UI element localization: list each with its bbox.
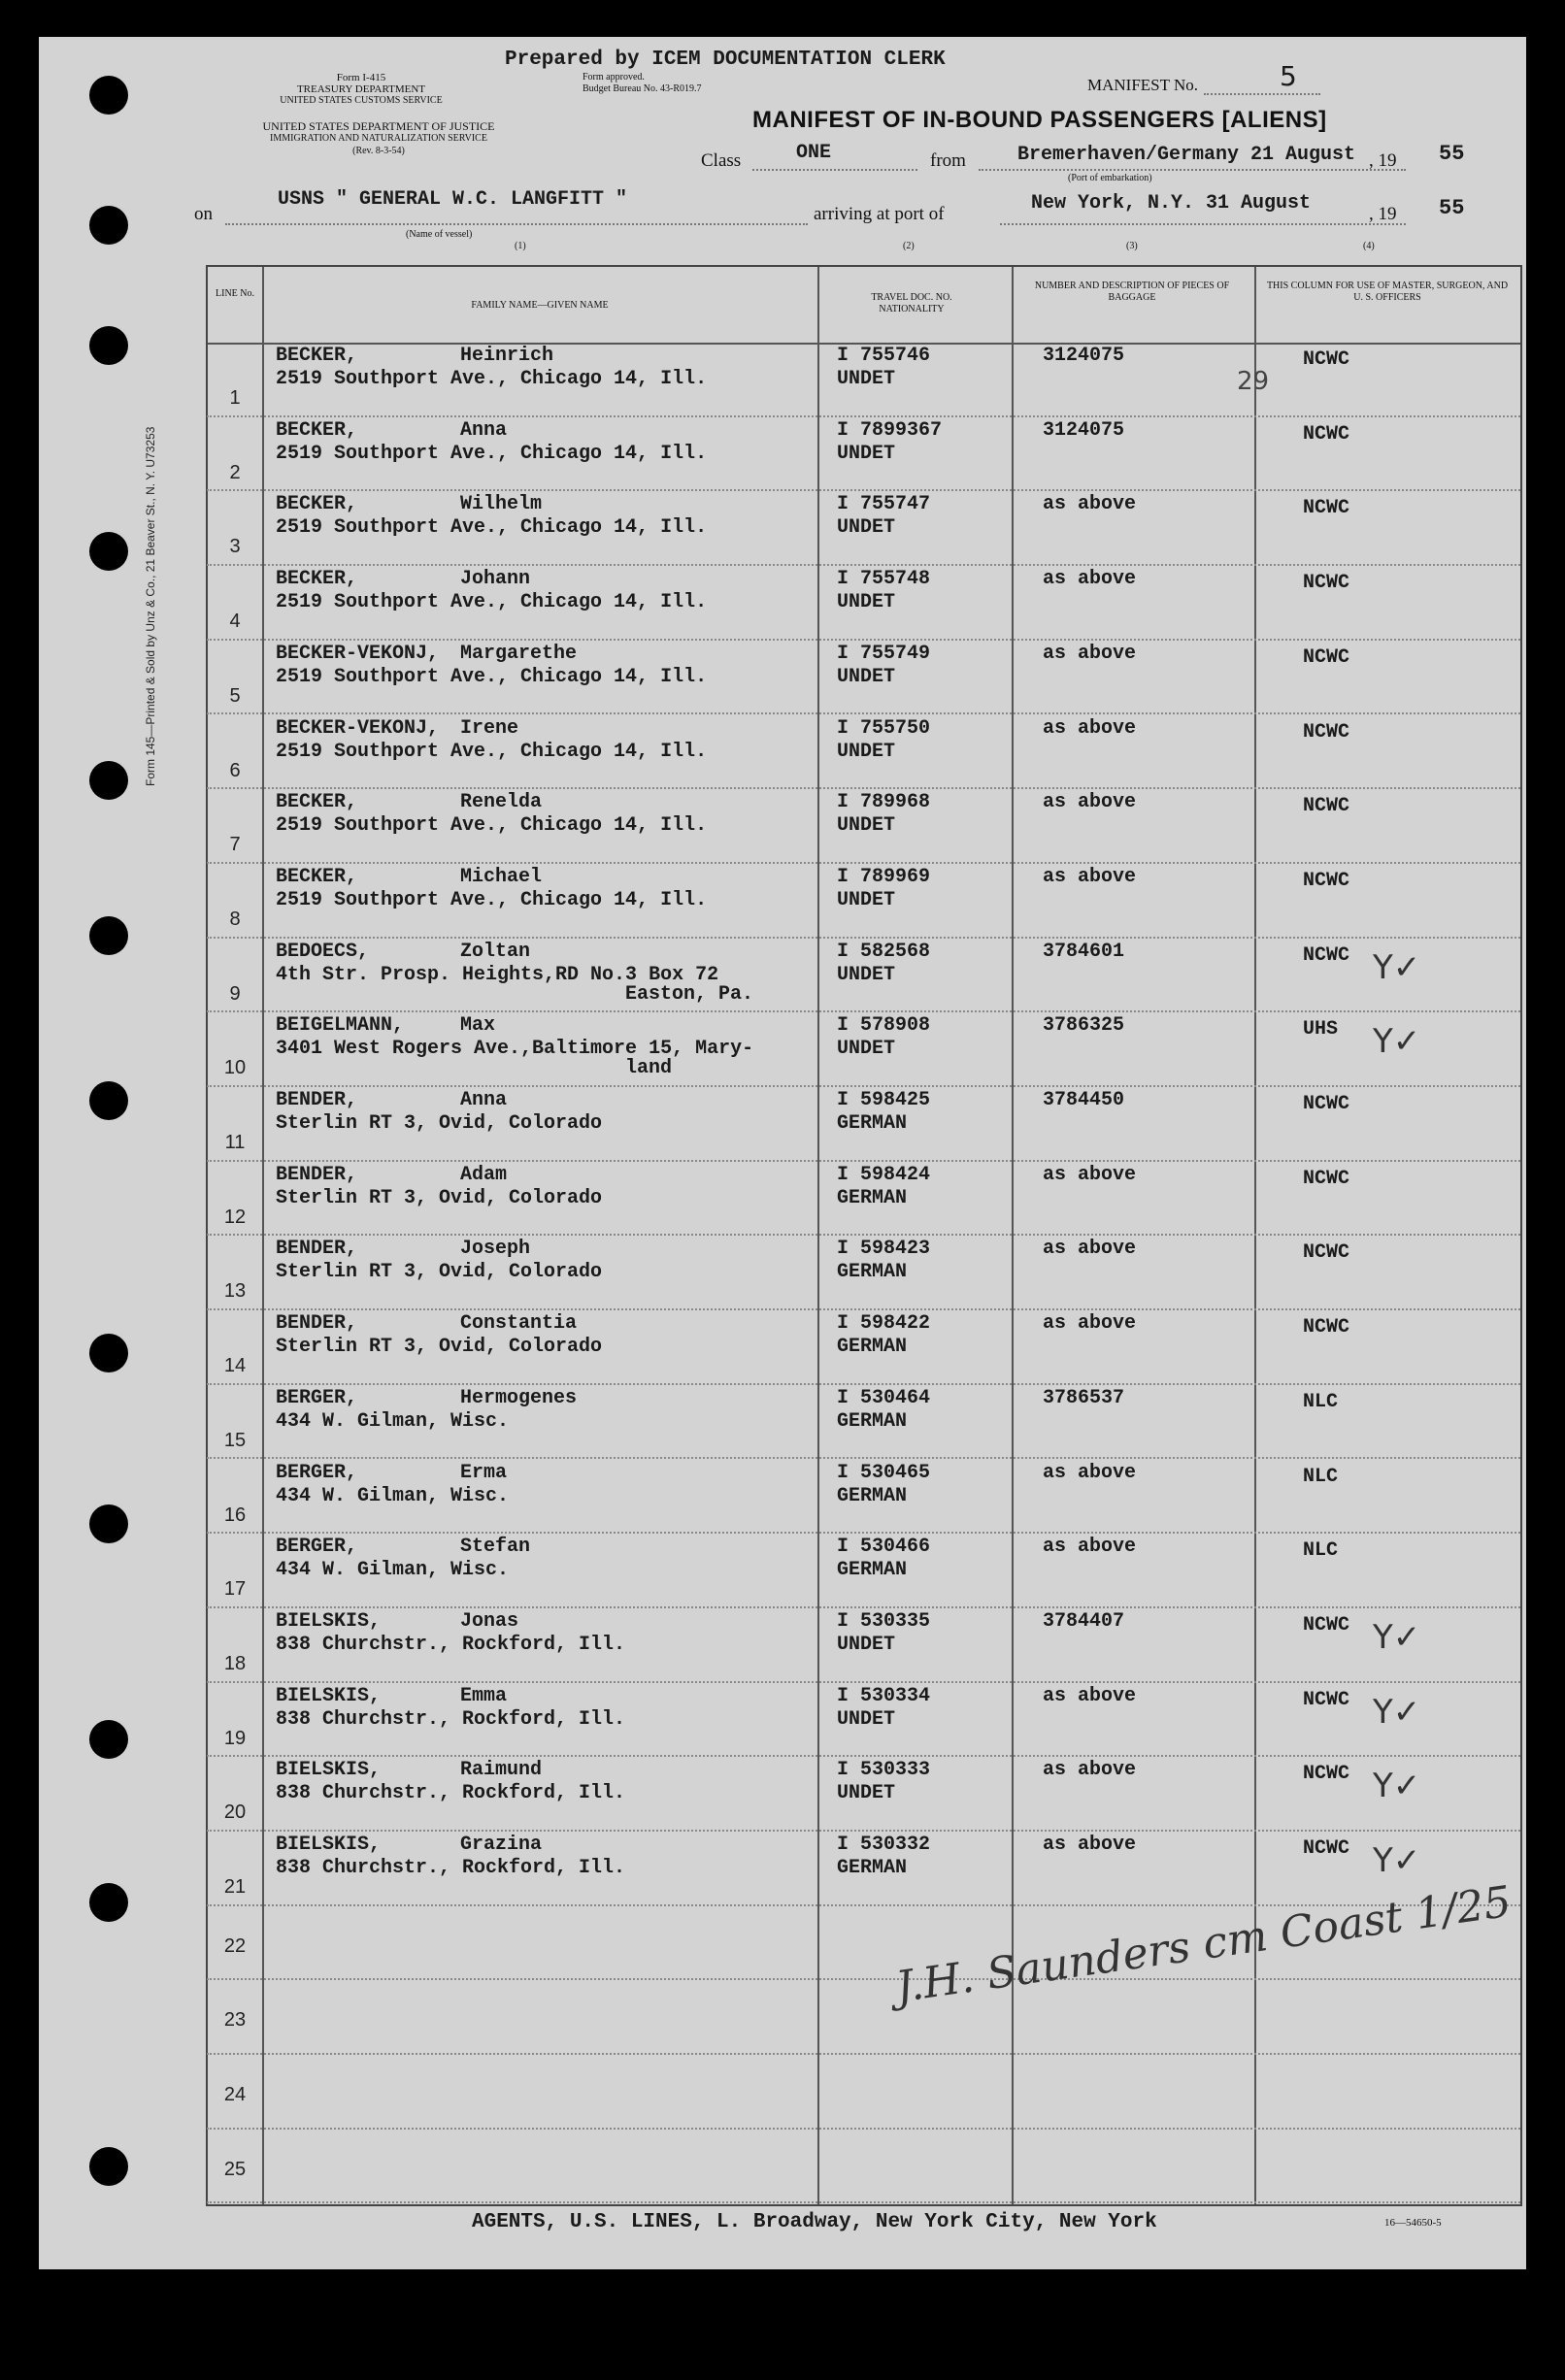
line-number: 4 [229,611,241,633]
given-name: Erma [460,1461,508,1484]
given-name: Anna [460,418,508,442]
col-mark-1: (1) [515,241,526,251]
family-name: BECKER, [276,568,358,591]
line-number: 14 [223,1355,247,1377]
punch-hole [89,2147,128,2186]
baggage: as above [1043,1461,1137,1484]
nationality: UNDET [837,814,896,838]
punch-hole [89,206,128,245]
baggage: as above [1043,1238,1137,1261]
officer-agency: NCWC [1303,720,1350,744]
revision-date: (Rev. 8-3-54) [352,146,405,156]
travel-doc-number: I 530466 [837,1536,931,1559]
given-name: Constantia [460,1312,578,1336]
address: 434 W. Gilman, Wisc. [276,1409,510,1433]
officer-agency: NCWC [1303,572,1350,595]
family-name: BECKER-VEKONJ, [276,642,440,665]
given-name: Zoltan [460,940,531,963]
address: 838 Churchstr., Rockford, Ill. [276,1782,626,1805]
line-number: 2 [229,461,241,483]
table-row [208,939,1520,1013]
line-number: 7 [229,834,241,856]
officer-agency: NCWC [1303,645,1350,669]
officer-agency: NCWC [1303,1093,1350,1115]
justice-department: UNITED STATES DEPARTMENT OF JUSTICE [262,119,495,133]
travel-doc-number: I 755747 [837,493,931,516]
given-name: Anna [460,1089,508,1111]
given-name: Max [460,1014,496,1038]
address: Sterlin RT 3, Ovid, Colorado [276,1186,603,1209]
punch-hole [89,1334,128,1372]
baggage: 3124075 [1043,345,1125,367]
line-number: 12 [223,1206,247,1228]
travel-doc-number: I 530464 [837,1386,931,1409]
nationality: UNDET [837,1633,896,1656]
family-name: BERGER, [276,1536,358,1559]
table-row [208,1236,1520,1310]
line-number: 10 [223,1057,247,1079]
family-name: BEIGELMANN, [276,1014,405,1038]
given-name: Hermogenes [460,1386,578,1409]
baggage: as above [1043,493,1137,516]
officer-agency: NCWC [1303,1763,1350,1786]
given-name: Wilhelm [460,493,543,516]
address: Sterlin RT 3, Ovid, Colorado [276,1336,603,1359]
punch-hole [89,1504,128,1543]
address: Sterlin RT 3, Ovid, Colorado [276,1261,603,1284]
travel-doc-number: I 530465 [837,1461,931,1484]
table-row [208,1460,1520,1535]
officer-agency: NCWC [1303,795,1350,818]
punch-hole [89,761,128,800]
col-baggage: NUMBER AND DESCRIPTION OF PIECES OF BAGGAGE [1034,281,1230,303]
punch-hole [89,916,128,955]
line-number: 6 [229,759,241,781]
table-row [208,1608,1520,1683]
travel-doc-number: I 598424 [837,1163,931,1186]
arrival-port: New York, N.Y. 31 August [1031,192,1312,215]
table-row [208,1683,1520,1758]
travel-doc-number: I 578908 [837,1014,931,1038]
table-row [208,1832,1520,1906]
line-number: 24 [223,2084,247,2106]
family-name: BENDER, [276,1089,358,1111]
given-name: Stefan [460,1536,531,1559]
check-mark-icon: Y✓ [1373,947,1421,987]
vessel-name: USNS " GENERAL W.C. LANGFITT " [278,188,628,211]
officer-agency: NCWC [1303,422,1350,446]
line-number: 5 [229,684,241,707]
travel-doc-number: I 530332 [837,1834,931,1856]
table-header [208,267,1520,345]
officer-agency: NCWC [1303,1837,1350,1860]
baggage: as above [1043,865,1137,888]
year-2: 55 [1439,196,1465,220]
table-row [208,1757,1520,1832]
embarkation-port: Bremerhaven/Germany 21 August [1017,144,1356,166]
travel-doc-number: I 789969 [837,865,931,888]
address: 838 Churchstr., Rockford, Ill. [276,1633,626,1656]
nationality: UNDET [837,963,896,986]
on-label: on [194,204,213,224]
baggage: 3784601 [1043,940,1125,963]
family-name: BENDER, [276,1312,358,1336]
punch-hole [89,1883,128,1922]
travel-doc-number: I 755748 [837,568,931,591]
given-name: Jonas [460,1609,519,1633]
col-mark-4: (4) [1363,241,1375,251]
customs-service: UNITED STATES CUSTOMS SERVICE [280,95,443,106]
arriving-label: arriving at port of [814,204,945,224]
table-row [208,715,1520,790]
officer-agency: NLC [1303,1390,1339,1413]
manifest-title: MANIFEST OF IN-BOUND PASSENGERS [ALIENS] [752,107,1327,133]
address-continued: Easton, Pa. [625,982,754,1006]
given-name: Adam [460,1163,508,1186]
family-name: BIELSKIS, [276,1684,382,1707]
baggage: as above [1043,642,1137,665]
check-mark-icon: Y✓ [1373,1841,1421,1880]
check-mark-icon: Y✓ [1373,1767,1421,1806]
class-value: ONE [796,142,832,164]
family-name: BERGER, [276,1461,358,1484]
family-name: BENDER, [276,1238,358,1261]
manifest-label: MANIFEST No. [1087,76,1198,94]
officer-agency: NLC [1303,1539,1339,1563]
line-number: 11 [224,1132,246,1153]
family-name: BECKER, [276,345,358,367]
given-name: Raimund [460,1759,543,1782]
baggage: as above [1043,1759,1137,1782]
family-name: BECKER, [276,493,358,516]
line-number: 1 [229,387,241,409]
line-number: 25 [223,2158,247,2180]
nationality: GERMAN [837,1261,908,1284]
travel-doc-number: I 530334 [837,1684,931,1707]
table-row [208,1162,1520,1237]
table-row [208,1534,1520,1608]
baggage: as above [1043,1312,1137,1336]
nationality: UNDET [837,368,896,390]
officer-agency: NCWC [1303,869,1350,892]
nationality: UNDET [837,591,896,614]
officer-agency: NCWC [1303,1167,1350,1190]
ins-service: IMMIGRATION AND NATURALIZATION SERVICE [270,133,487,144]
nationality: GERMAN [837,1484,908,1507]
given-name: Joseph [460,1238,531,1261]
manifest-number: 5 [1280,60,1297,92]
given-name: Michael [460,865,543,888]
year-prefix-1: , 19 [1369,150,1397,171]
baggage: 3784450 [1043,1089,1125,1111]
table-row [208,864,1520,939]
travel-doc-number: I 598422 [837,1312,931,1336]
line-number: 16 [223,1504,247,1526]
year-1: 55 [1439,142,1465,166]
line-number: 21 [223,1876,247,1898]
prepared-by: Prepared by ICEM DOCUMENTATION CLERK [505,49,946,71]
address: 2519 Southport Ave., Chicago 14, Ill. [276,591,708,614]
baggage: as above [1043,791,1137,814]
given-name: Emma [460,1684,508,1707]
table-row [208,789,1520,864]
table-row [208,2130,1520,2204]
travel-doc-number: I 598425 [837,1089,931,1111]
baggage: as above [1043,568,1137,591]
agents-footer: AGENTS, U.S. LINES, L. Broadway, New York City, New York [472,2211,1157,2233]
port-embarkation-label: (Port of embarkation) [1068,173,1152,183]
baggage: as above [1043,1834,1137,1856]
family-name: BENDER, [276,1163,358,1186]
address: 838 Churchstr., Rockford, Ill. [276,1707,626,1731]
table-row [208,2055,1520,2130]
baggage: as above [1043,1684,1137,1707]
footer-code: 16—54650-5 [1384,2217,1442,2229]
given-name: Irene [460,716,519,740]
address: 2519 Southport Ave., Chicago 14, Ill. [276,368,708,390]
table-row [208,1385,1520,1460]
family-name: BIELSKIS, [276,1609,382,1633]
table-row [208,1310,1520,1385]
address-continued: land [625,1057,673,1080]
form-approved: Form approved. [583,72,645,83]
baggage: 3786537 [1043,1386,1125,1409]
vessel-label: (Name of vessel) [406,229,473,240]
col-travel-doc: TRAVEL DOC. NO. NATIONALITY [871,292,952,314]
baggage: 3784407 [1043,1609,1125,1633]
address: 838 Churchstr., Rockford, Ill. [276,1857,626,1879]
col-officers: THIS COLUMN FOR USE OF MASTER, SURGEON, AND U. S. OFFICERS [1266,281,1509,303]
check-mark-icon: Y✓ [1373,1617,1421,1657]
table-row [208,566,1520,641]
address: Sterlin RT 3, Ovid, Colorado [276,1112,603,1135]
table-row [208,343,1520,417]
family-name: BECKER, [276,418,358,442]
officer-agency: NCWC [1303,348,1350,371]
travel-doc-number: I 530335 [837,1609,931,1633]
line-number: 22 [223,1934,247,1957]
officer-signature: J.H. Saunders cm Coast 1/25 [892,1876,1515,2013]
col-name: FAMILY NAME—GIVEN NAME [471,300,609,311]
baggage: 3124075 [1043,418,1125,442]
check-mark-icon: Y✓ [1373,1022,1421,1062]
address: 2519 Southport Ave., Chicago 14, Ill. [276,888,708,911]
nationality: UNDET [837,665,896,688]
address: 434 W. Gilman, Wisc. [276,1559,510,1582]
table-row [208,641,1520,715]
given-name: Heinrich [460,345,554,367]
family-name: BIELSKIS, [276,1834,382,1856]
officer-agency: UHS [1303,1018,1339,1041]
line-number: 18 [223,1652,247,1674]
line-number: 15 [223,1429,247,1451]
address: 434 W. Gilman, Wisc. [276,1484,510,1507]
col-mark-2: (2) [903,241,915,251]
address: 3401 West Rogers Ave.,Baltimore 15, Mary- [276,1038,754,1061]
check-mark-icon: Y✓ [1373,1692,1421,1732]
travel-doc-number: I 598423 [837,1238,931,1261]
table-row [208,1012,1520,1087]
handwritten-note: 29 [1237,367,1270,396]
address: 2519 Southport Ave., Chicago 14, Ill. [276,814,708,838]
nationality: GERMAN [837,1112,908,1135]
table-row [208,491,1520,566]
nationality: UNDET [837,442,896,465]
line-number: 20 [223,1802,247,1824]
travel-doc-number: I 582568 [837,940,931,963]
travel-doc-number: I 755749 [837,642,931,665]
family-name: BIELSKIS, [276,1759,382,1782]
baggage: as above [1043,1163,1137,1186]
given-name: Grazina [460,1834,543,1856]
family-name: BEDOECS, [276,940,370,963]
family-name: BERGER, [276,1386,358,1409]
given-name: Johann [460,568,531,591]
travel-doc-number: I 789968 [837,791,931,814]
travel-doc-number: I 7899367 [837,418,943,442]
nationality: UNDET [837,1707,896,1731]
line-number: 17 [223,1578,247,1601]
officer-agency: NCWC [1303,1613,1350,1636]
punch-hole [89,76,128,115]
given-name: Renelda [460,791,543,814]
baggage: as above [1043,716,1137,740]
officer-agency: NCWC [1303,1688,1350,1711]
year-prefix-2: , 19 [1369,204,1397,224]
form-number: Form I-415 [336,72,386,83]
nationality: GERMAN [837,1857,908,1879]
officer-agency: NLC [1303,1465,1339,1488]
address: 2519 Southport Ave., Chicago 14, Ill. [276,442,708,465]
nationality: UNDET [837,1038,896,1061]
nationality: UNDET [837,1782,896,1805]
address: 2519 Southport Ave., Chicago 14, Ill. [276,740,708,763]
line-number: 19 [223,1727,247,1749]
punch-hole [89,1720,128,1759]
family-name: BECKER, [276,791,358,814]
table-row [208,1087,1520,1162]
class-label: Class [701,150,742,171]
line-number: 3 [229,536,241,558]
nationality: GERMAN [837,1186,908,1209]
printer-margin-note: Form 145—Printed & Sold by Unz & Co., 21 Beaver St., N. Y. U73253 [144,426,157,786]
budget-bureau: Budget Bureau No. 43-R019.7 [583,83,702,94]
table-row [208,417,1520,492]
treasury-department: TREASURY DEPARTMENT [296,83,426,95]
address: 2519 Southport Ave., Chicago 14, Ill. [276,516,708,540]
given-name: Margarethe [460,642,578,665]
family-name: BECKER-VEKONJ, [276,716,440,740]
punch-hole [89,532,128,571]
col-line-no: LINE No. [216,288,254,299]
travel-doc-number: I 755750 [837,716,931,740]
baggage: as above [1043,1536,1137,1559]
table-row [208,1980,1520,2055]
nationality: UNDET [837,888,896,911]
officer-agency: NCWC [1303,1316,1350,1339]
officer-agency: NCWC [1303,497,1350,520]
baggage: 3786325 [1043,1014,1125,1038]
officer-agency: NCWC [1303,1241,1350,1265]
col-mark-3: (3) [1126,241,1138,251]
nationality: UNDET [837,516,896,540]
travel-doc-number: I 755746 [837,345,931,367]
travel-doc-number: I 530333 [837,1759,931,1782]
nationality: GERMAN [837,1409,908,1433]
nationality: GERMAN [837,1336,908,1359]
family-name: BECKER, [276,865,358,888]
nationality: UNDET [837,740,896,763]
from-label: from [930,150,966,171]
punch-hole [89,1081,128,1120]
address: 4th Str. Prosp. Heights,RD No.3 Box 72 [276,963,719,986]
nationality: GERMAN [837,1559,908,1582]
line-number: 23 [223,2009,247,2032]
address: 2519 Southport Ave., Chicago 14, Ill. [276,665,708,688]
punch-hole [89,326,128,365]
line-number: 13 [223,1280,247,1303]
line-number: 9 [229,982,241,1005]
line-number: 8 [229,908,241,930]
officer-agency: NCWC [1303,943,1350,967]
